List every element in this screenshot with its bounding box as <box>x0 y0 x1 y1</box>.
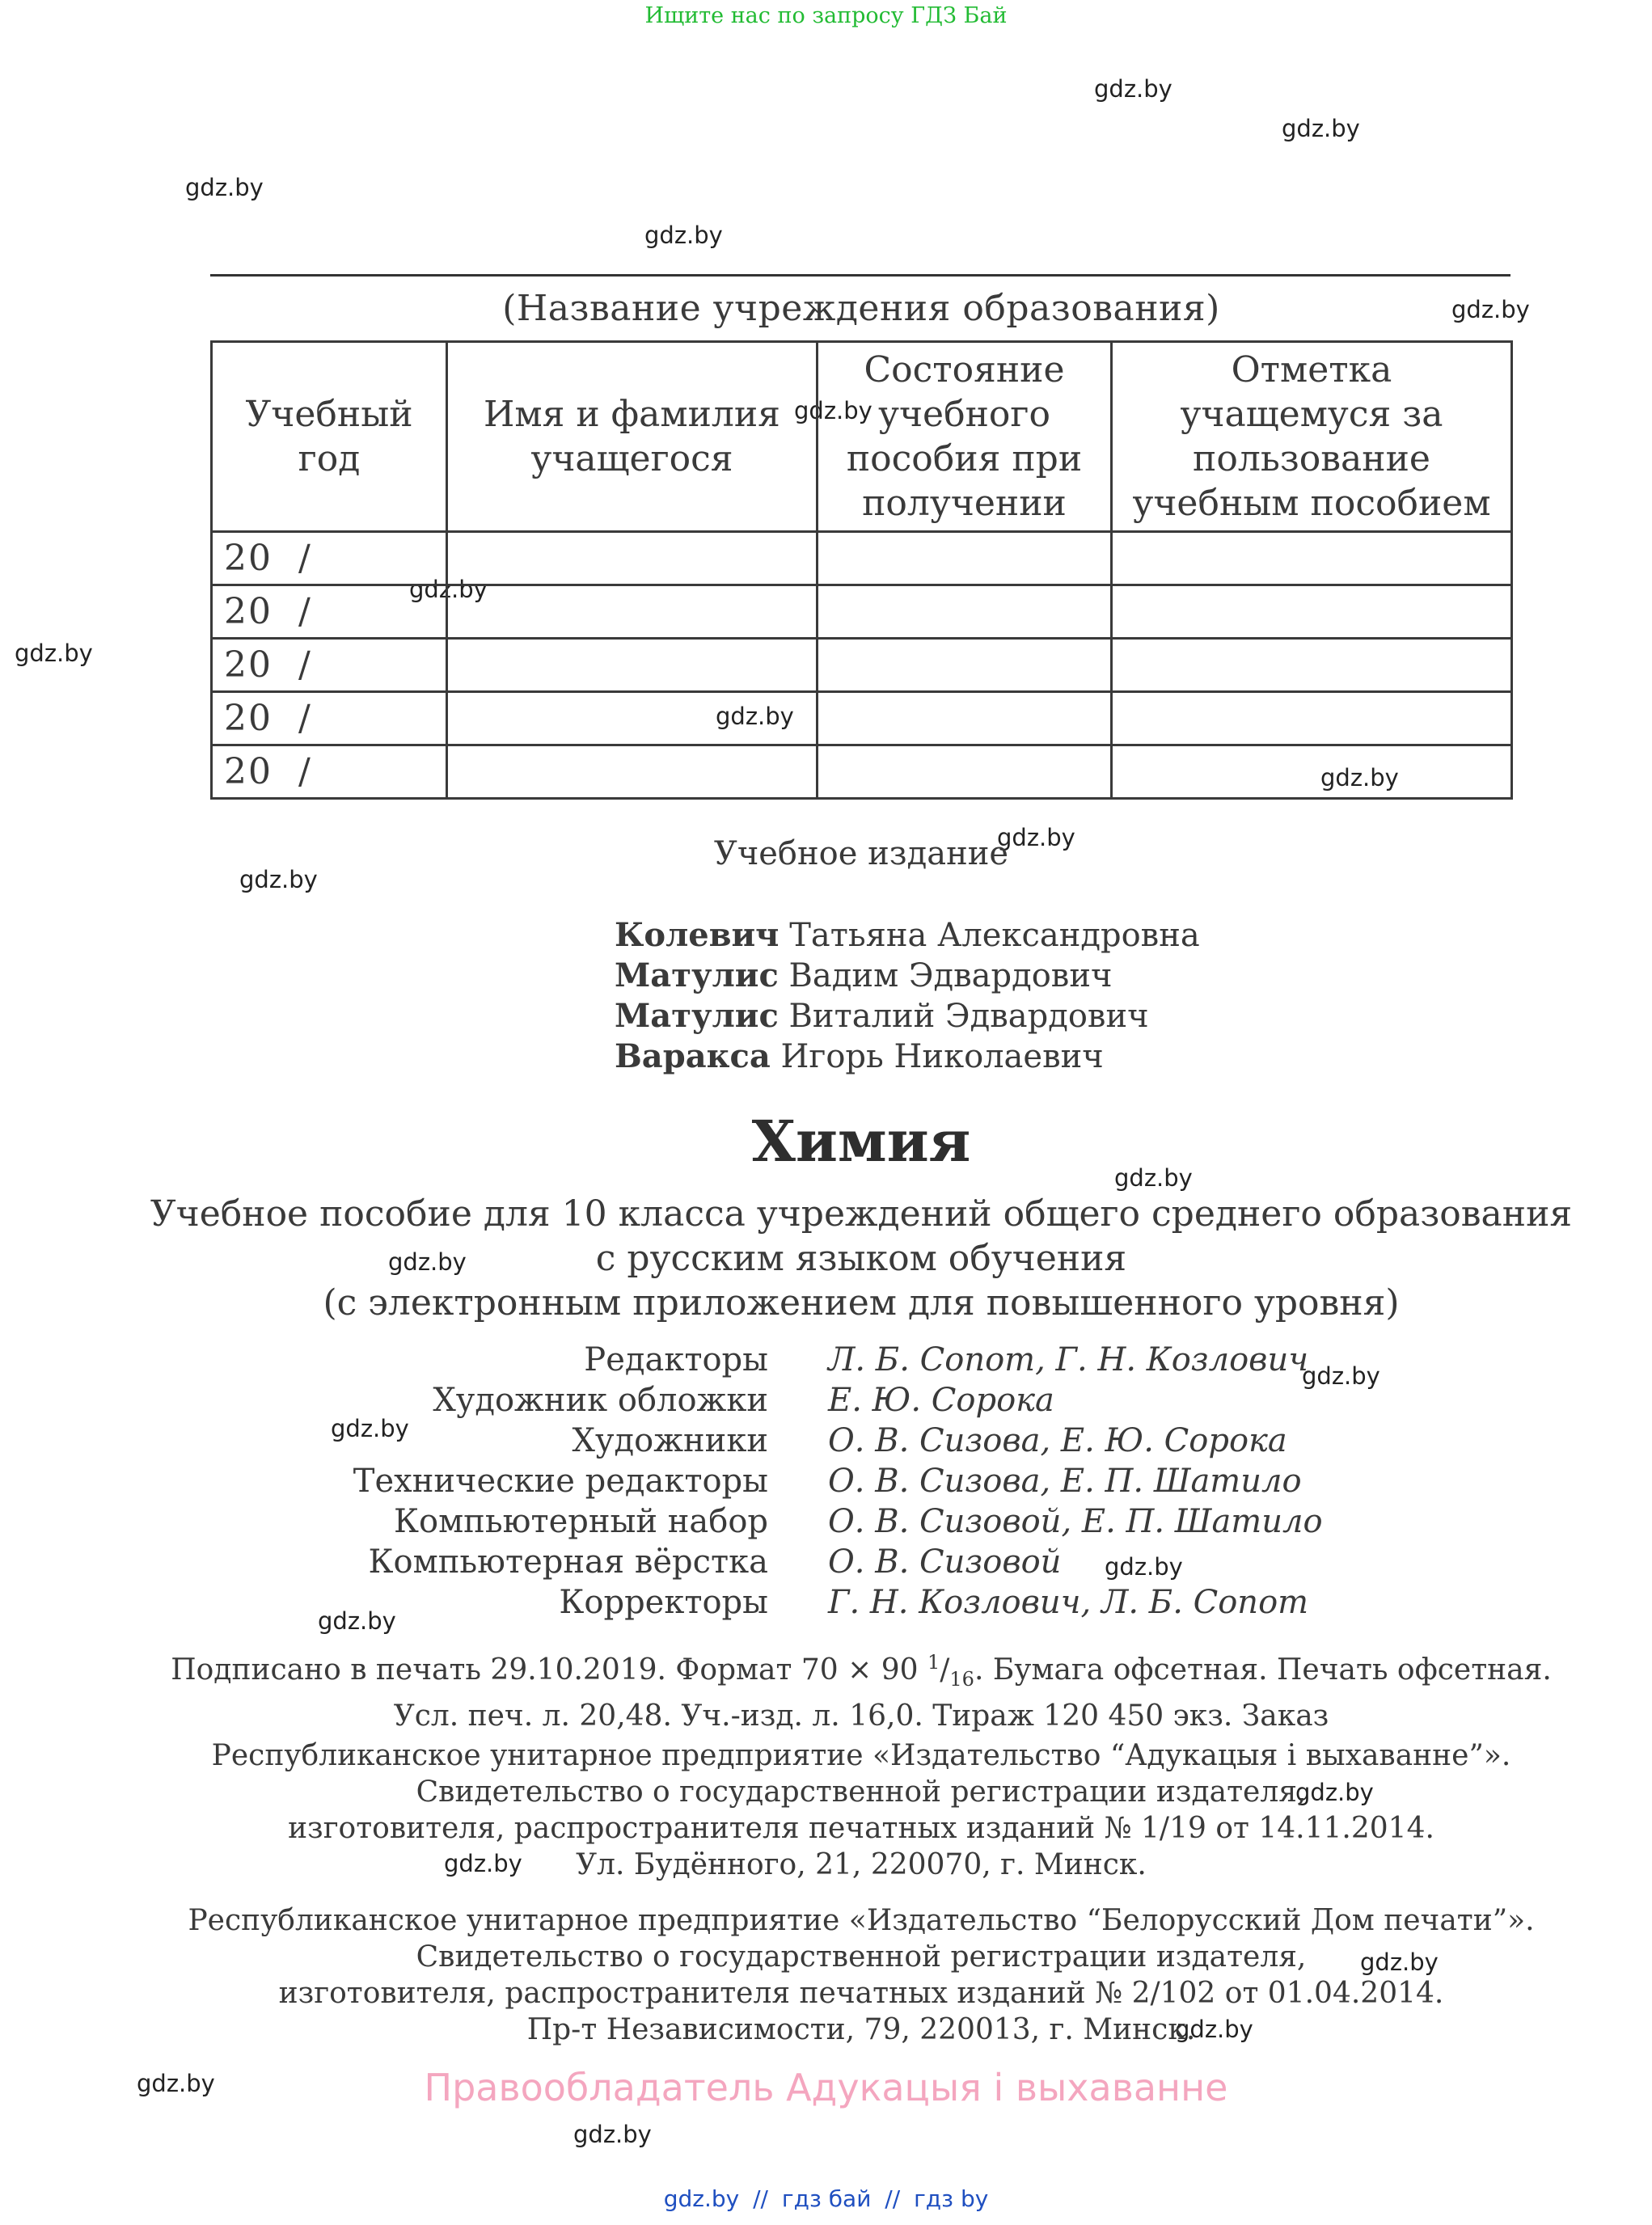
printer-line: Республиканское унитарное предприятие «Издательство “Белорусский Дом печати”». <box>188 1904 1535 1937</box>
printer-info <box>0 1902 1652 2048</box>
watermark: gdz.by <box>644 222 723 249</box>
author-list <box>615 915 1200 1077</box>
institution-name-line <box>210 274 1510 277</box>
author-entry <box>615 996 1200 1037</box>
author-surname: Варакса <box>615 1037 771 1075</box>
year-cell: 20 / <box>212 532 447 585</box>
credit-role: Компьютерный набор <box>394 1503 768 1540</box>
watermark: gdz.by <box>15 640 93 667</box>
credit-role: Корректоры <box>559 1584 768 1621</box>
watermark: gdz.by <box>1302 1362 1380 1390</box>
credit-names: Е. Ю. Сорока <box>828 1382 1054 1419</box>
table-row <box>212 532 1512 585</box>
watermark: gdz.by <box>388 1248 467 1276</box>
credit-names: Л. Б. Сопот, Г. Н. Козлович <box>828 1341 1309 1378</box>
author-given-name: Вадим Эдвардович <box>788 957 1113 994</box>
subtitle-line: (с электронным приложением для повышенного уровня) <box>323 1282 1400 1324</box>
credit-names: О. В. Сизовой, Е. П. Шатило <box>828 1503 1323 1540</box>
footer-links <box>0 2185 1652 2212</box>
book-title: Химия <box>751 1108 971 1175</box>
condition-cell <box>818 532 1112 585</box>
header-school-year-text: Учебный год <box>245 394 413 479</box>
watermark: gdz.by <box>185 174 264 201</box>
print-info-line: Подписано в печать 29.10.2019. Формат 70 × 90 $^1/_{16}$. Бумага офсетная. Печать офсетная. <box>171 1651 1552 1691</box>
credit-role: Художники <box>572 1422 768 1459</box>
author-surname: Колевич <box>615 916 780 954</box>
publisher-line: Республиканское унитарное предприятие «Издательство “Адукацыя і выхаванне”». <box>211 1739 1511 1772</box>
mark-cell <box>1112 532 1512 585</box>
watermark: gdz.by <box>1114 1164 1193 1192</box>
table-row <box>212 692 1512 745</box>
footer-link-gdz-bai[interactable]: гдз бай <box>781 2185 872 2212</box>
mark-cell <box>1112 692 1512 745</box>
footer-link-gdz-by[interactable]: gdz.by <box>663 2185 740 2212</box>
signed-suffix: . Бумага офсетная. Печать офсетная. <box>974 1653 1552 1687</box>
condition-cell <box>818 585 1112 639</box>
watermark: gdz.by <box>1320 764 1399 792</box>
header-mark-text: Отметка учащемуся за пользование учебным пособием <box>1132 349 1491 524</box>
credit-names: О. В. Сизова, Е. Ю. Сорока <box>828 1422 1287 1459</box>
credit-names: О. В. Сизовой <box>828 1543 1062 1581</box>
watermark: gdz.by <box>1105 1553 1183 1581</box>
condition-cell <box>818 745 1112 799</box>
year-cell: 20 / <box>212 692 447 745</box>
book-subtitle <box>0 1192 1652 1325</box>
credit-role: Компьютерная вёрстка <box>368 1543 768 1581</box>
watermark: gdz.by <box>1360 1948 1439 1976</box>
institution-caption: (Название учреждения образования) <box>502 288 1220 329</box>
header-student-name <box>447 342 818 532</box>
header-condition-text: Состояние учебного пособия при получении <box>846 349 1083 524</box>
author-given-name: Игорь Николаевич <box>780 1038 1104 1075</box>
publisher-line: Ул. Будённого, 21, 220070, г. Минск. <box>576 1848 1147 1881</box>
subtitle-line: с русским языком обучения <box>595 1238 1127 1279</box>
name-cell <box>447 639 818 692</box>
author-surname: Матулис <box>615 956 779 994</box>
mark-cell <box>1112 745 1512 799</box>
table-header-row <box>212 342 1512 532</box>
watermark: gdz.by <box>444 1850 522 1877</box>
watermark: gdz.by <box>409 576 488 603</box>
rights-notice: Правообладатель Адукацыя і выхаванне <box>424 2066 1228 2109</box>
name-cell <box>447 745 818 799</box>
watermark: gdz.by <box>318 1607 396 1635</box>
watermark: gdz.by <box>997 824 1075 851</box>
table-row <box>212 639 1512 692</box>
watermark: gdz.by <box>331 1415 409 1442</box>
header-condition-received <box>818 342 1112 532</box>
mark-cell <box>1112 585 1512 639</box>
publisher-info <box>0 1737 1652 1883</box>
header-student-mark <box>1112 342 1512 532</box>
year-cell: 20 / <box>212 745 447 799</box>
author-surname: Матулис <box>615 997 779 1035</box>
watermark: gdz.by <box>1282 115 1360 142</box>
watermark: gdz.by <box>573 2121 652 2148</box>
credit-role: Редакторы <box>584 1341 768 1378</box>
credit-names: Г. Н. Козлович, Л. Б. Сопот <box>828 1584 1309 1621</box>
footer-link-gdz-by-alt[interactable]: гдз by <box>914 2185 989 2212</box>
signed-prefix: Подписано в печать 29.10.2019. Формат 70 × 90 <box>171 1653 927 1687</box>
print-info <box>0 1644 1652 1734</box>
author-given-name: Виталий Эдвардович <box>788 998 1149 1035</box>
footer-separator: // <box>753 2185 768 2212</box>
author-entry <box>615 1037 1200 1077</box>
year-cell: 20 / <box>212 639 447 692</box>
printer-line: Свидетельство о государственной регистрации издателя, <box>416 1940 1307 1974</box>
table-row <box>212 585 1512 639</box>
publisher-line: изготовителя, распространителя печатных изданий № 1/19 от 14.11.2014. <box>288 1812 1434 1845</box>
footer-separator: // <box>885 2185 901 2212</box>
mark-cell <box>1112 639 1512 692</box>
watermark: gdz.by <box>1094 75 1172 103</box>
format-denominator: 16 <box>949 1668 974 1691</box>
usage-record-table <box>210 340 1513 800</box>
credit-names: О. В. Сизова, Е. П. Шатило <box>828 1463 1302 1500</box>
author-entry <box>615 915 1200 956</box>
watermark: gdz.by <box>1295 1779 1374 1806</box>
subtitle-line: Учебное пособие для 10 класса учреждений общего среднего образования <box>150 1193 1573 1235</box>
author-given-name: Татьяна Александровна <box>789 917 1200 954</box>
condition-cell <box>818 639 1112 692</box>
watermark: gdz.by <box>1451 296 1530 323</box>
publisher-line: Свидетельство о государственной регистрации издателя, <box>416 1775 1307 1809</box>
year-cell: 20 / <box>212 585 447 639</box>
watermark: gdz.by <box>1175 2016 1253 2043</box>
edition-label: Учебное издание <box>713 835 1009 872</box>
print-info-line: Усл. печ. л. 20,48. Уч.-изд. л. 16,0. Тираж 120 450 экз. Заказ <box>393 1699 1329 1733</box>
name-cell <box>447 585 818 639</box>
watermark: gdz.by <box>137 2070 215 2097</box>
search-banner[interactable]: Ищите нас по запросу ГДЗ Бай <box>644 3 1008 28</box>
printer-line: Пр-т Независимости, 79, 220013, г. Минск. <box>526 2013 1196 2046</box>
table-row <box>212 745 1512 799</box>
credit-role: Художник обложки <box>433 1382 768 1419</box>
author-entry <box>615 956 1200 996</box>
watermark: gdz.by <box>239 866 318 893</box>
name-cell <box>447 532 818 585</box>
condition-cell <box>818 692 1112 745</box>
credit-role: Технические редакторы <box>353 1463 768 1500</box>
watermark: gdz.by <box>716 703 794 730</box>
header-student-name-text: Имя и фамилия учащегося <box>484 394 780 479</box>
printer-line: изготовителя, распространителя печатных изданий № 2/102 от 01.04.2014. <box>278 1977 1444 2010</box>
format-numerator: 1 <box>927 1651 940 1674</box>
watermark: gdz.by <box>794 397 872 424</box>
name-cell <box>447 692 818 745</box>
header-school-year <box>212 342 447 532</box>
